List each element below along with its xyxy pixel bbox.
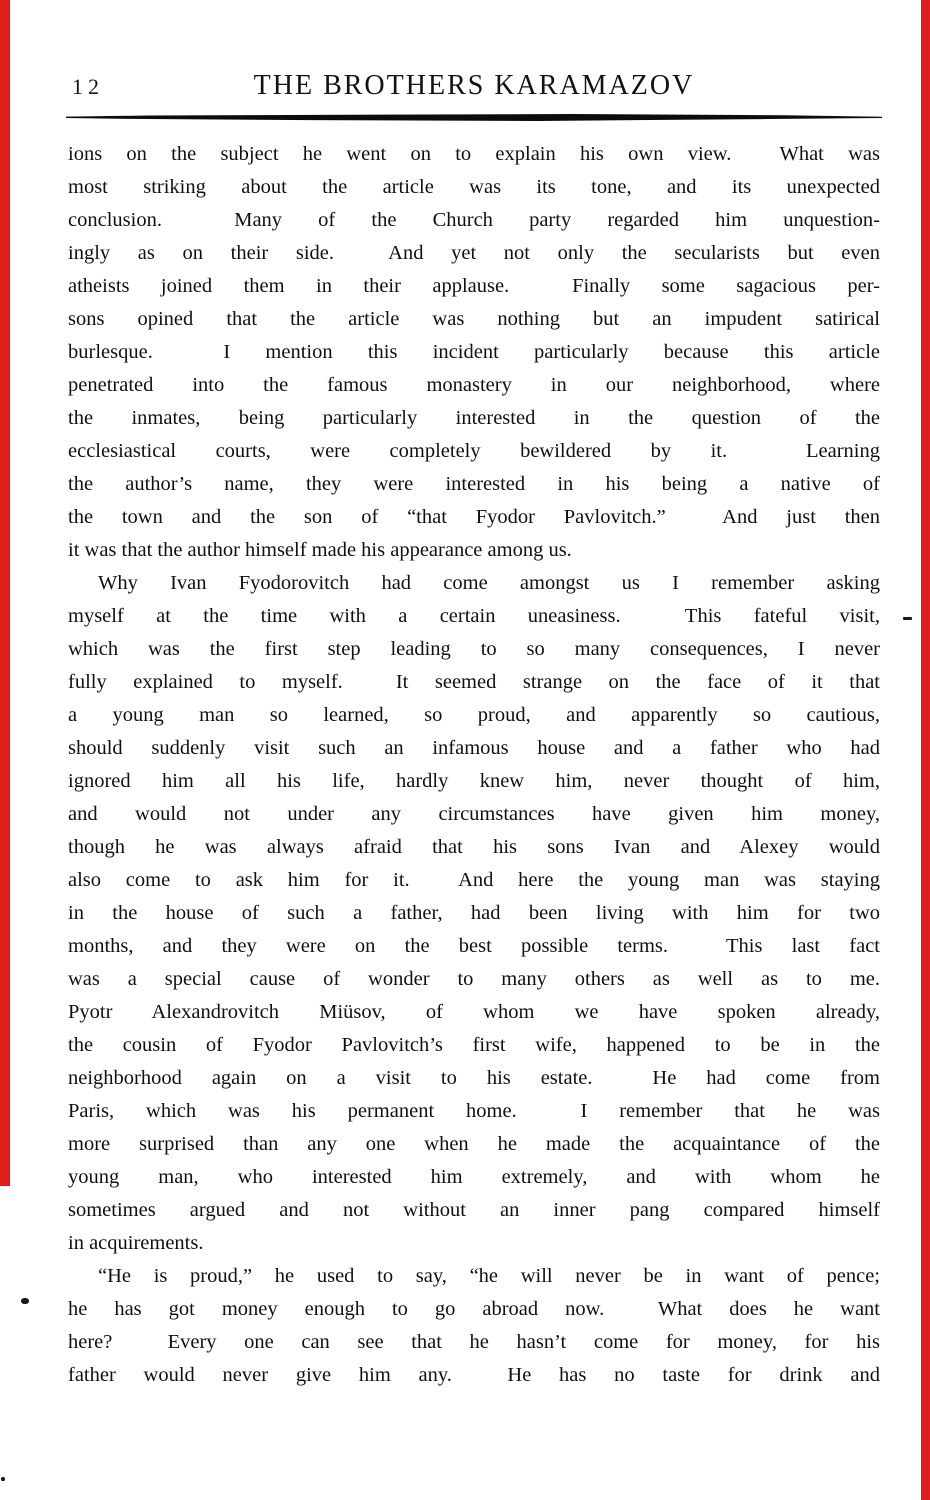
text-line: conclusion. Many of the Church party regarded him unquestion- [68,209,880,231]
text-line: the town and the son of “that Fyodor Pavlovitch.” And just then [68,506,880,528]
book-edge-red-right [921,0,930,1500]
text-line: was a special cause of wonder to many others as well as to me. [68,968,880,990]
text-line: ingly as on their side. And yet not only the secularists but even [68,242,880,264]
text-line: which was the first step leading to so many consequences, I never [68,638,880,660]
text-line: Pyotr Alexandrovitch Miüsov, of whom we have spoken already, [68,1001,880,1023]
text-line: here? Every one can see that he hasn’t come for money, for his [68,1331,880,1353]
text-line: burlesque. I mention this incident particularly because this article [68,341,880,363]
text-line: the cousin of Fyodor Pavlovitch’s first wife, happened to be in the [68,1034,880,1056]
paragraph [68,567,880,1260]
text-line: young man, who interested him extremely, and with whom he [68,1166,880,1188]
text-line: atheists joined them in their applause. Finally some sagacious per- [68,275,880,297]
text-line: Paris, which was his permanent home. I remember that he was [68,1100,880,1122]
text-line: months, and they were on the best possible terms. This last fact [68,935,880,957]
paragraph [68,1260,880,1392]
page-number: 12 [72,74,104,99]
text-line: the inmates, being particularly interested in the question of the [68,407,880,429]
text-line: father would never give him any. He has no taste for drink and [68,1364,880,1386]
text-line: sons opined that the article was nothing but an impudent satirical [68,308,880,330]
text-line: sometimes argued and not without an inner pang compared himself [68,1199,880,1221]
text-line: a young man so learned, so proud, and apparently so cautious, [68,704,880,726]
book-edge-red-left [0,0,10,1186]
text-line: ecclesiastical courts, were completely bewildered by it. Learning [68,440,880,462]
text-line: ions on the subject he went on to explain his own view. What was [68,143,880,165]
running-header-title: THE BROTHERS KARAMAZOV [253,70,695,101]
text-line: should suddenly visit such an infamous house and a father who had [68,737,880,759]
text-line: in acquirements. [68,1232,204,1254]
text-line: more surprised than any one when he made the acquaintance of the [68,1133,880,1155]
text-line: the author’s name, they were interested in his being a native of [68,473,880,495]
text-line: it was that the author himself made his appearance among us. [68,539,572,561]
text-line: in the house of such a father, had been living with him for two [68,902,880,924]
text-line: he has got money enough to go abroad now. What does he want [68,1298,880,1320]
text-line: fully explained to myself. It seemed strange on the face of it that [68,671,880,693]
header-rule [66,114,882,121]
text-body [68,138,880,1392]
ink-speck [1,1477,5,1481]
text-line: also come to ask him for it. And here the young man was staying [68,869,880,891]
text-line: “He is proud,” he used to say, “he will never be in want of pence; [98,1265,880,1287]
text-line: and would not under any circumstances have given him money, [68,803,880,825]
ink-speck [21,1298,29,1304]
text-line: most striking about the article was its tone, and its unexpected [68,176,880,198]
text-line: myself at the time with a certain uneasiness. This fateful visit, [68,605,880,627]
text-line: though he was always afraid that his sons Ivan and Alexey would [68,836,880,858]
ink-speck [903,617,912,620]
text-line: Why Ivan Fyodorovitch had come amongst us I remember asking [98,572,880,594]
paragraph [68,138,880,567]
text-line: neighborhood again on a visit to his estate. He had come from [68,1067,880,1089]
text-line: penetrated into the famous monastery in our neighborhood, where [68,374,880,396]
text-line: ignored him all his life, hardly knew him, never thought of him, [68,770,880,792]
